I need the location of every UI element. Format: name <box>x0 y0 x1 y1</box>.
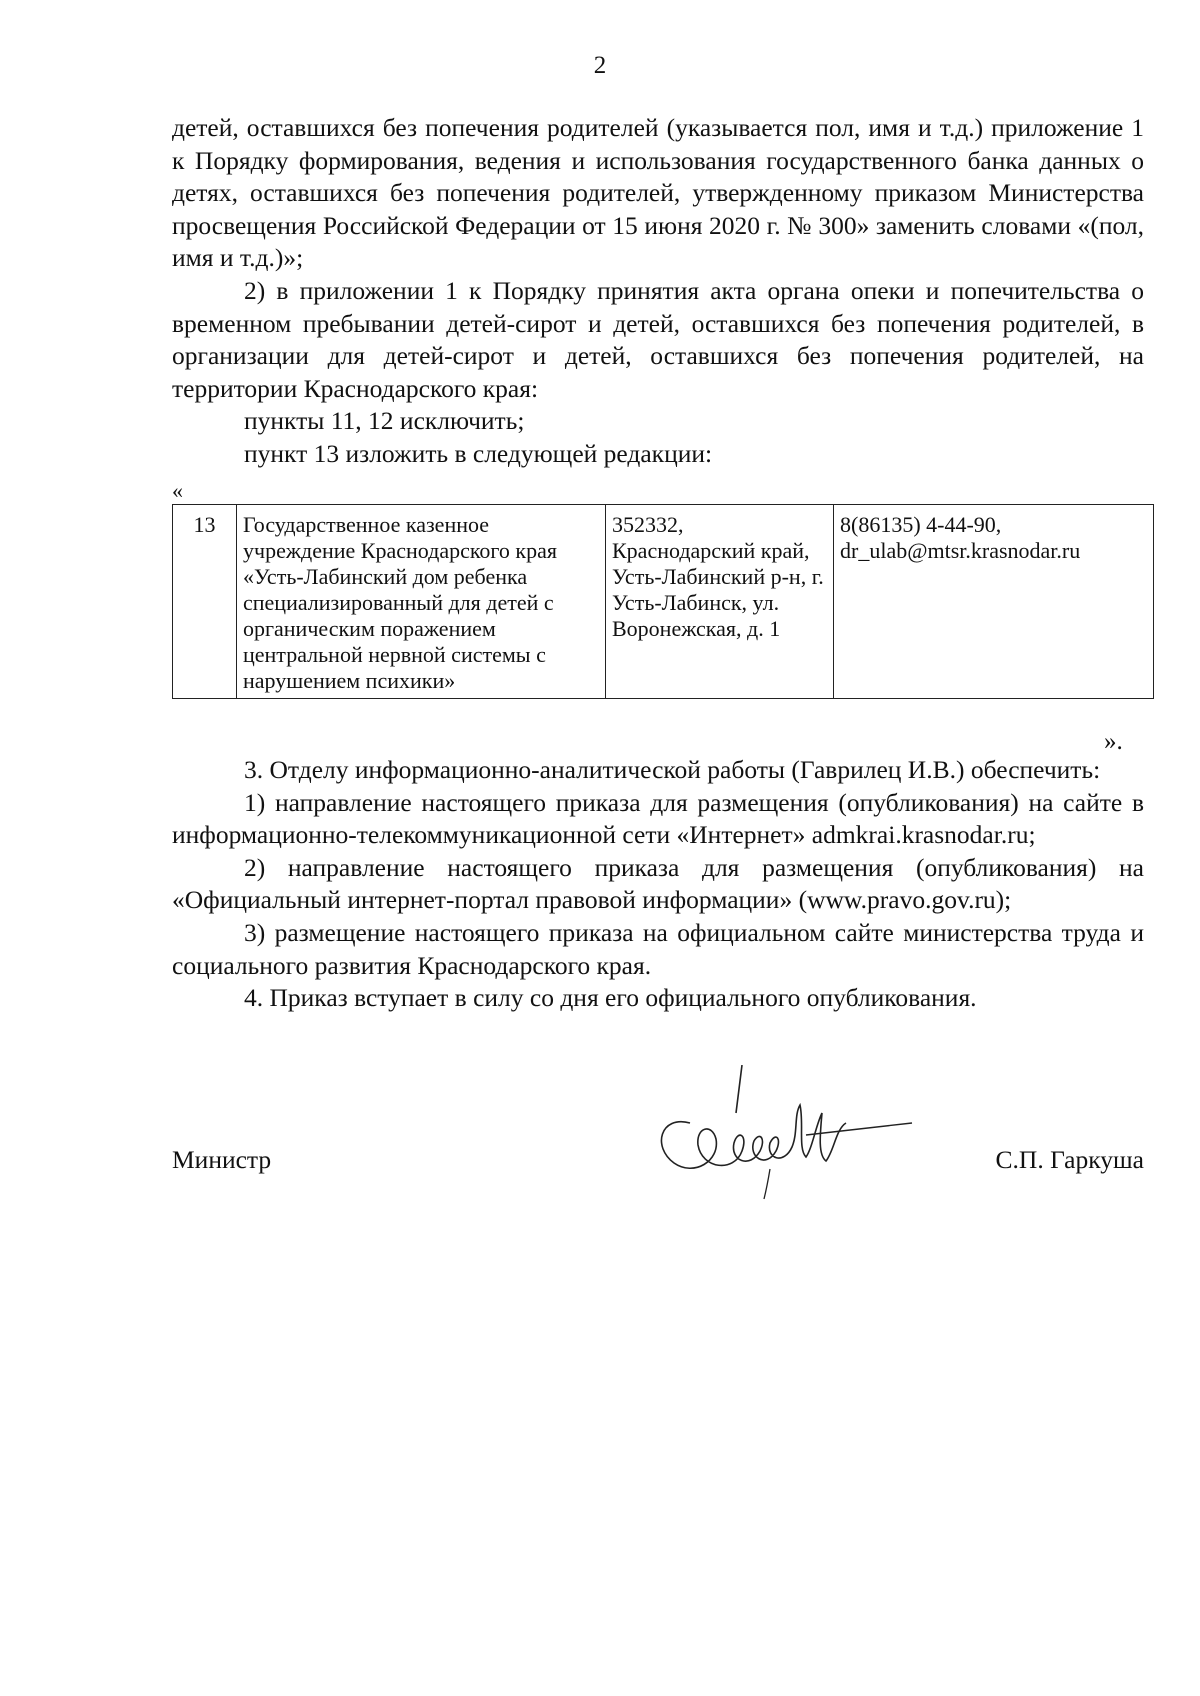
amendment-table <box>172 504 1154 699</box>
organization-name-cell: Государственное казенное учреждение Краснодарского края «Усть-Лабинский дом ребенка специализированный для детей с органическим поражением центральной нервной системы с нарушением психики» <box>237 505 606 699</box>
page-number: 2 <box>593 52 607 79</box>
phone-text: 8(86135) 4-44-90, <box>840 512 1002 537</box>
paragraph-item-3: 3. Отделу информационно-аналитической работы (Гаврилец И.В.) обеспечить: <box>244 755 1101 784</box>
paragraph-subitem-2: 2) направление настоящего приказа для размещения (опубликования) на «Официальный интернет-портал правовой информации» (www.pravo.gov.ru); <box>172 852 1144 915</box>
paragraph-item-2: 2) в приложении 1 к Порядку принятия акта органа опеки и попечительства о временном пребывании детей-сирот и детей, оставшихся без попечения родителей, в организации для детей-сирот и детей, оставшихся без попечения родителей, на территории Краснодарского края: <box>172 275 1144 403</box>
table-close-quote: ». <box>1104 728 1123 755</box>
handwritten-signature <box>650 1065 950 1205</box>
paragraph-exclude-items: пункты 11, 12 исключить; <box>244 406 525 436</box>
table-row <box>173 505 1154 699</box>
paragraph-subitem-3: 3) размещение настоящего приказа на официальном сайте министерства труда и социального развития Краснодарского края. <box>172 917 1144 980</box>
email-text: dr_ulab@mtsr.krasnodar.ru <box>840 538 1081 563</box>
table-open-quote: « <box>172 478 183 503</box>
document-body-bottom <box>172 754 1144 1015</box>
paragraph-item-13-intro: пункт 13 изложить в следующей редакции: <box>244 438 713 468</box>
signer-name: С.П. Гаркуша <box>995 1145 1144 1174</box>
address-cell: 352332, Краснодарский край, Усть-Лабинский р-н, г. Усть-Лабинск, ул. Воронежская, д. 1 <box>606 505 834 699</box>
paragraph-subitem-1: 1) направление настоящего приказа для размещения (опубликования) на сайте в информационно-телекоммуникационной сети «Интернет» admkrai.krasnodar.ru; <box>172 787 1144 850</box>
contacts-cell <box>834 505 1154 699</box>
row-number-cell: 13 <box>173 505 237 699</box>
paragraph-continuation: детей, оставшихся без попечения родителей (указывается пол, имя и т.д.) приложение 1 к Порядку формирования, ведения и использования государственного банка данных о детях, оставшихся без попечения родителей, утвержденному приказом Министерства просвещения Российской Федерации от 15 июня 2020 г. № 300» заменить словами «(пол, имя и т.д.)»; <box>172 113 1144 273</box>
paragraph-item-4: 4. Приказ вступает в силу со дня его официального опубликования. <box>244 983 977 1013</box>
signer-title: Министр <box>172 1145 272 1174</box>
document-body-top <box>172 112 1144 471</box>
